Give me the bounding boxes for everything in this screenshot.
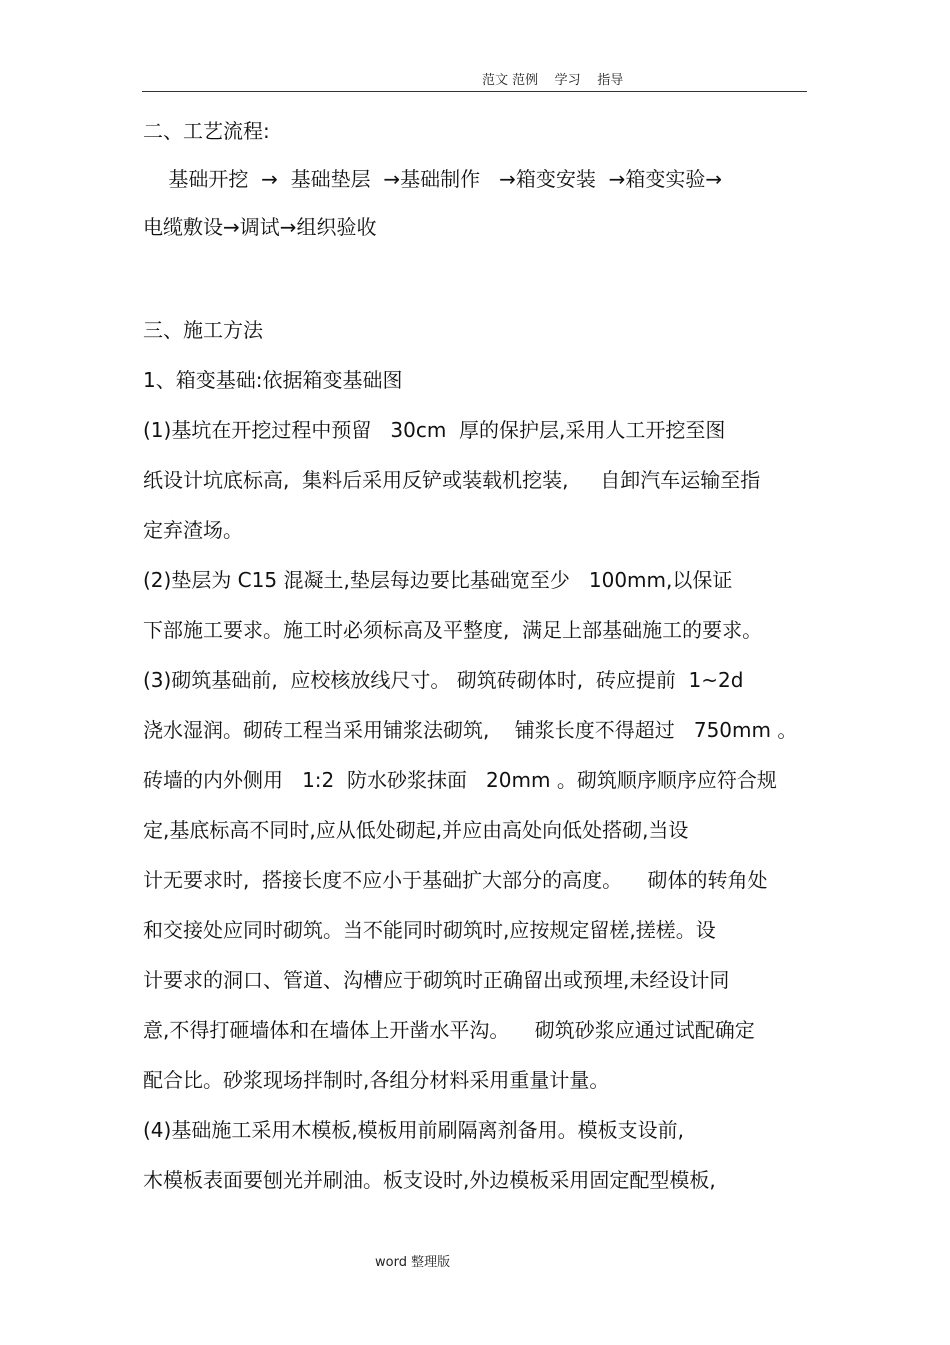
- paragraph-line: 计无要求时, 搭接长度不应小于基础扩大部分的高度。 砌体的转角处: [143, 868, 768, 892]
- paragraph-line: (2)垫层为 C15 混凝土,垫层每边要比基础宽至少 100mm,以保证: [143, 568, 733, 592]
- paragraph-line: 浇水湿润。砌砖工程当采用铺浆法砌筑, 铺浆长度不得超过 750mm 。: [143, 718, 798, 742]
- paragraph-line: 下部施工要求。施工时必须标高及平整度, 满足上部基础施工的要求。: [143, 618, 763, 642]
- paragraph-line: (3)砌筑基础前, 应校核放线尺寸。 砌筑砖砌体时, 砖应提前 1~2d: [143, 668, 744, 692]
- process-flow-line-2: 电缆敷设→调试→组织验收: [143, 215, 377, 239]
- page-header: 范文 范例 学习 指导: [482, 73, 624, 88]
- paragraph-line: (1)基坑在开挖过程中预留 30cm 厚的保护层,采用人工开挖至图: [143, 418, 726, 442]
- paragraph-line: 和交接处应同时砌筑。当不能同时砌筑时,应按规定留槎,搓槎。设: [143, 918, 716, 942]
- paragraph-line: (4)基础施工采用木模板,模板用前刷隔离剂备用。模板支设前,: [143, 1118, 685, 1142]
- paragraph-line: 纸设计坑底标高, 集料后采用反铲或装载机挖装, 自卸汽车运输至指: [143, 468, 761, 492]
- paragraph-line: 木模板表面要刨光并刷油。板支设时,外边模板采用固定配型模板,: [143, 1168, 716, 1192]
- paragraph-line: 砖墙的内外侧用 1:2 防水砂浆抹面 20mm 。砌筑顺序顺序应符合规: [143, 768, 777, 792]
- paragraph-line: 意,不得打砸墙体和在墙体上开凿水平沟。 砌筑砂浆应通过试配确定: [143, 1018, 755, 1042]
- process-flow-line-1: 基础开挖 → 基础垫层 →基础制作 →箱变安装 →箱变实验→: [143, 167, 723, 191]
- paragraph-line: 定弃渣场。: [143, 518, 243, 542]
- paragraph-line: 配合比。砂浆现场拌制时,各组分材料采用重量计量。: [143, 1068, 610, 1092]
- section-heading-method: 三、施工方法: [143, 318, 263, 342]
- paragraph-line: 计要求的洞口、管道、沟槽应于砌筑时正确留出或预埋,未经设计同: [143, 968, 730, 992]
- header-divider: [142, 91, 807, 92]
- paragraph-line: 定,基底标高不同时,应从低处砌起,并应由高处向低处搭砌,当设: [143, 818, 689, 842]
- subsection-heading-foundation: 1、箱变基础:依据箱变基础图: [143, 368, 403, 392]
- page-footer: word 整理版: [375, 1255, 451, 1270]
- section-heading-process: 二、工艺流程:: [143, 119, 270, 143]
